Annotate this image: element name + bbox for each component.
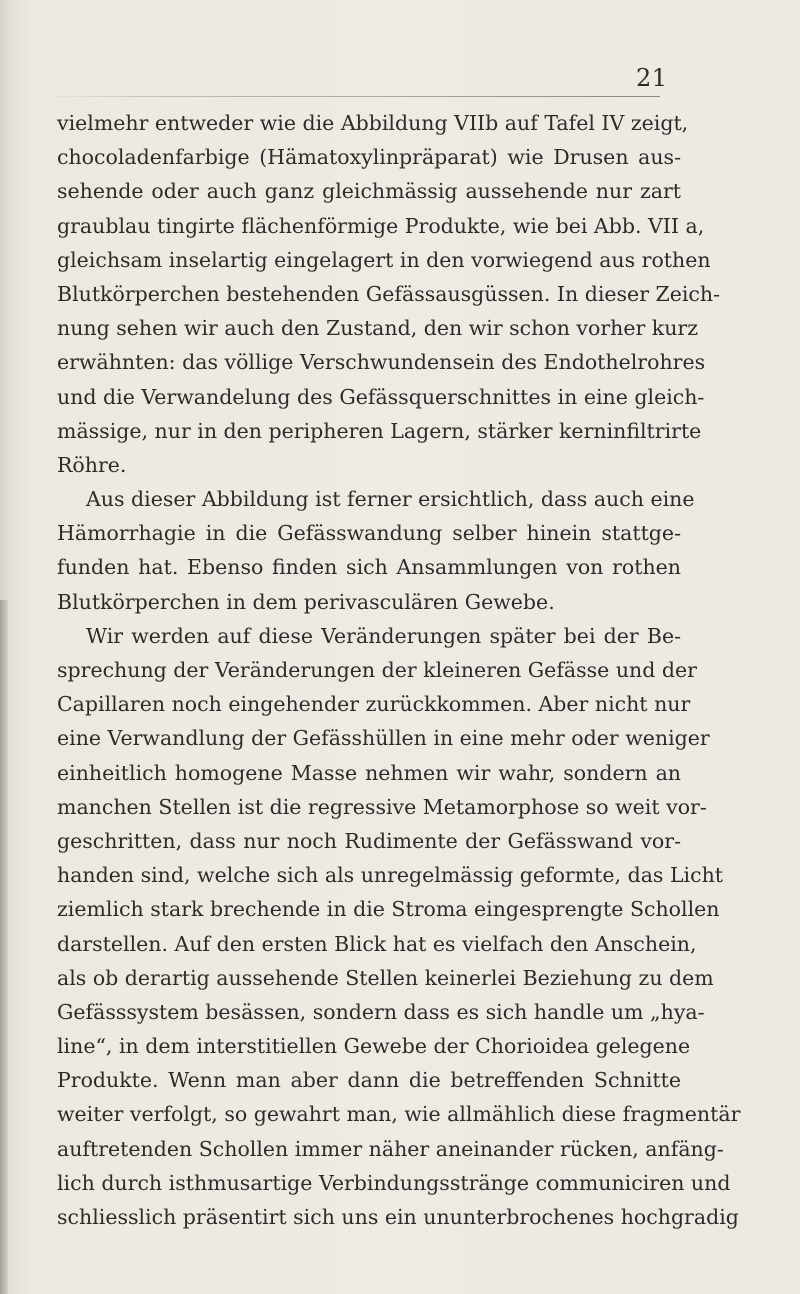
text-line: manchen Stellen ist die regressive Metamorphose so weit vor- bbox=[57, 794, 707, 819]
binding-shadow bbox=[0, 600, 8, 1294]
text-line: gleichsam inselartig eingelagert in den vorwiegend aus rothen bbox=[57, 247, 711, 272]
text-line: als ob derartig aussehende Stellen keinerlei Beziehung zu dem bbox=[57, 965, 714, 990]
text-line: funden hat. Ebenso finden sich Ansammlungen von rothen bbox=[57, 555, 681, 580]
text-line: Hämorrhagie in die Gefässwandung selber hinein stattge- bbox=[57, 521, 681, 546]
text-line: erwähnten: das völlige Verschwundensein des Endothelrohres bbox=[57, 350, 706, 375]
text-line: Aus dieser Abbildung ist ferner ersichtlich, dass auch eine bbox=[86, 487, 695, 512]
text-line: darstellen. Auf den ersten Blick hat es vielfach den Anschein, bbox=[57, 931, 697, 956]
text-line: Gefässsystem besässen, sondern dass es sich handle um „hya- bbox=[57, 999, 705, 1024]
text-line: nung sehen wir auch den Zustand, den wir schon vorher kurz bbox=[57, 316, 699, 341]
text-line: geschritten, dass nur noch Rudimente der Gefässwand vor- bbox=[57, 828, 681, 853]
text-line: lich durch isthmusartige Verbindungsstränge communiciren und bbox=[57, 1170, 731, 1195]
header-rule bbox=[40, 96, 660, 97]
text-line: vielmehr entweder wie die Abbildung VIIb auf Tafel IV zeigt, bbox=[57, 111, 689, 135]
text-line: Röhre. bbox=[57, 452, 127, 477]
text-line: chocoladenfarbige (Hämatoxylinpräparat) wie Drusen aus- bbox=[57, 145, 681, 170]
text-line: Produkte. Wenn man aber dann die betreffenden Schnitte bbox=[57, 1068, 681, 1093]
text-line: handen sind, welche sich als unregelmässig geformte, das Licht bbox=[57, 863, 724, 888]
text-line: graublau tingirte flächenförmige Produkte, wie bei Abb. VII a, bbox=[57, 213, 705, 238]
text-line: Wir werden auf diese Veränderungen später bei der Be- bbox=[86, 623, 681, 648]
body-text bbox=[57, 106, 741, 1234]
text-line: Blutkörperchen bestehenden Gefässausgüssen. In dieser Zeich- bbox=[57, 281, 721, 306]
text-line: und die Verwandelung des Gefässquerschnittes in eine gleich- bbox=[57, 384, 705, 409]
text-line: Capillaren noch eingehender zurückkommen. Aber nicht nur bbox=[57, 692, 691, 717]
text-line: schliesslich präsentirt sich uns ein ununterbrochenes hochgradig bbox=[57, 1205, 739, 1229]
text-line: eine Verwandlung der Gefässhüllen in eine mehr oder weniger bbox=[57, 726, 710, 751]
text-line: sehende oder auch ganz gleichmässig aussehende nur zart bbox=[57, 179, 681, 204]
text-line: einheitlich homogene Masse nehmen wir wahr, sondern an bbox=[57, 760, 681, 785]
text-line: sprechung der Veränderungen der kleineren Gefässe und der bbox=[57, 658, 697, 682]
text-line: line“, in dem interstitiellen Gewebe der Chorioidea gelegene bbox=[57, 1034, 691, 1059]
text-line: mässige, nur in den peripheren Lagern, stärker kerninfiltrirte bbox=[57, 418, 702, 443]
text-line: weiter verfolgt, so gewahrt man, wie allmählich diese fragmentär bbox=[57, 1102, 741, 1127]
page-number: 21 bbox=[636, 64, 668, 92]
text-line: auftretenden Schollen immer näher aneinander rücken, anfäng- bbox=[57, 1136, 724, 1161]
text-line: ziemlich stark brechende in die Stroma eingesprengte Schollen bbox=[57, 897, 720, 922]
text-line: Blutkörperchen in dem perivasculären Gewebe. bbox=[57, 589, 555, 614]
